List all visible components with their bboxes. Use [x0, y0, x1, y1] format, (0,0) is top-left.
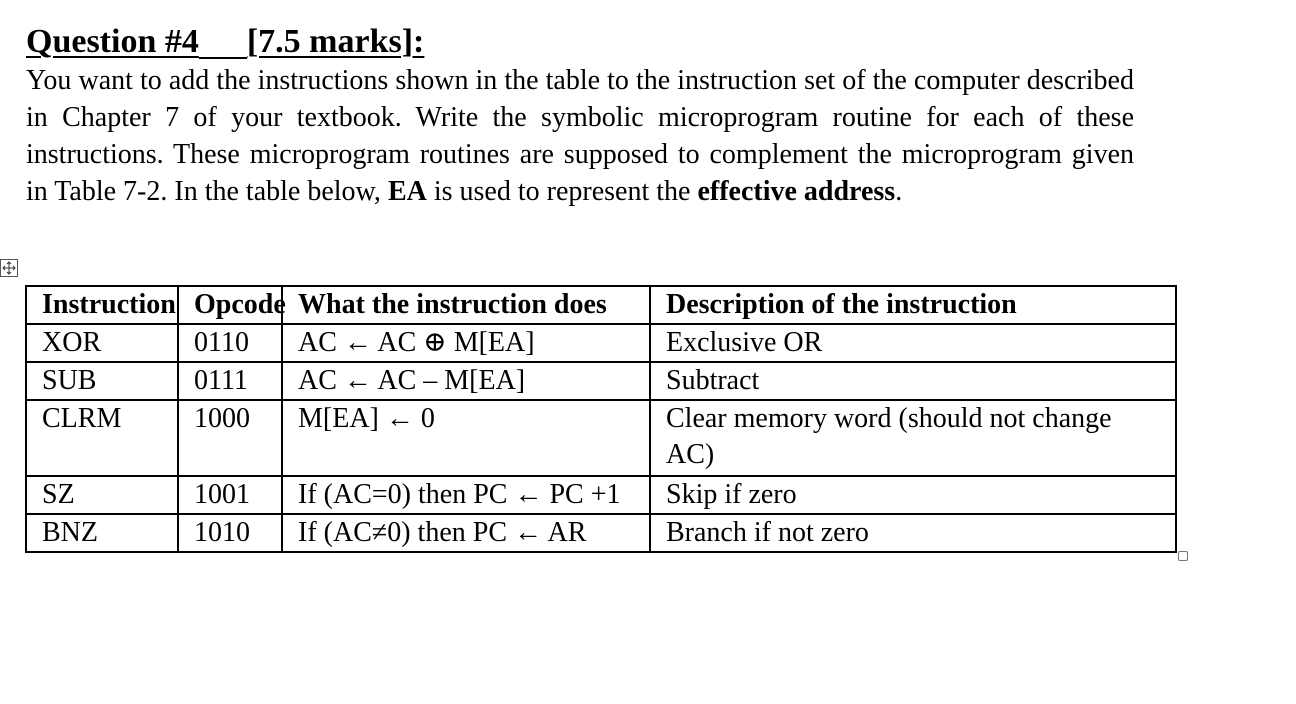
cell-description: Skip if zero: [650, 476, 1176, 514]
cell-instruction: CLRM: [26, 400, 178, 476]
table-header-row: [26, 286, 1176, 324]
cell-instruction: SUB: [26, 362, 178, 400]
table-row: [26, 476, 1176, 514]
ea-term: EA: [387, 176, 427, 207]
cell-description: Clear memory word (should not change AC): [650, 400, 1176, 476]
effective-address-term: effective address: [697, 176, 896, 207]
header-does: What the instruction does: [282, 286, 650, 324]
table-row: [26, 400, 1176, 476]
cell-instruction: SZ: [26, 476, 178, 514]
question-text-part-1: You want to add the instructions shown in the table to the instruction set of the computer described in Chapter 7 of your textbook. Write the symbolic microprogram routine for each of these instructions. These microprogram routines are supposed to complement the microprogram given in Table 7-2. In the table below,: [26, 65, 1134, 207]
resize-handle-icon[interactable]: [1178, 551, 1188, 561]
header-description: Description of the instruction: [650, 286, 1176, 324]
cell-opcode: 1000: [178, 400, 282, 476]
cell-opcode: 0111: [178, 362, 282, 400]
cell-does: If (AC≠0) then PC ← AR: [282, 514, 650, 552]
question-marks: [7.5 marks]:: [246, 23, 425, 60]
document-body: [26, 22, 1136, 210]
cell-does: AC ← AC – M[EA]: [282, 362, 650, 400]
cell-instruction: XOR: [26, 324, 178, 362]
table-row: [26, 514, 1176, 552]
cell-does: M[EA] ← 0: [282, 400, 650, 476]
table-row: [26, 324, 1176, 362]
cell-description: Branch if not zero: [650, 514, 1176, 552]
cell-description: Exclusive OR: [650, 324, 1176, 362]
cell-instruction: BNZ: [26, 514, 178, 552]
header-instruction: Instruction: [26, 286, 178, 324]
header-opcode: Opcode: [178, 286, 282, 324]
cell-does: If (AC=0) then PC ← PC +1: [282, 476, 650, 514]
cell-opcode: 0110: [178, 324, 282, 362]
question-number: Question #4: [26, 23, 199, 60]
move-icon[interactable]: [0, 259, 18, 277]
instruction-table: [25, 285, 1177, 553]
question-text: [26, 62, 1134, 210]
question-text-part-2: is used to represent the: [426, 176, 698, 207]
cell-opcode: 1001: [178, 476, 282, 514]
table-row: [26, 362, 1176, 400]
question-heading: [26, 22, 1136, 62]
cell-does: AC ← AC ⊕ M[EA]: [282, 324, 650, 362]
cell-opcode: 1010: [178, 514, 282, 552]
heading-underline-gap: [199, 27, 247, 59]
cell-description: Subtract: [650, 362, 1176, 400]
question-text-part-3: .: [895, 176, 903, 207]
